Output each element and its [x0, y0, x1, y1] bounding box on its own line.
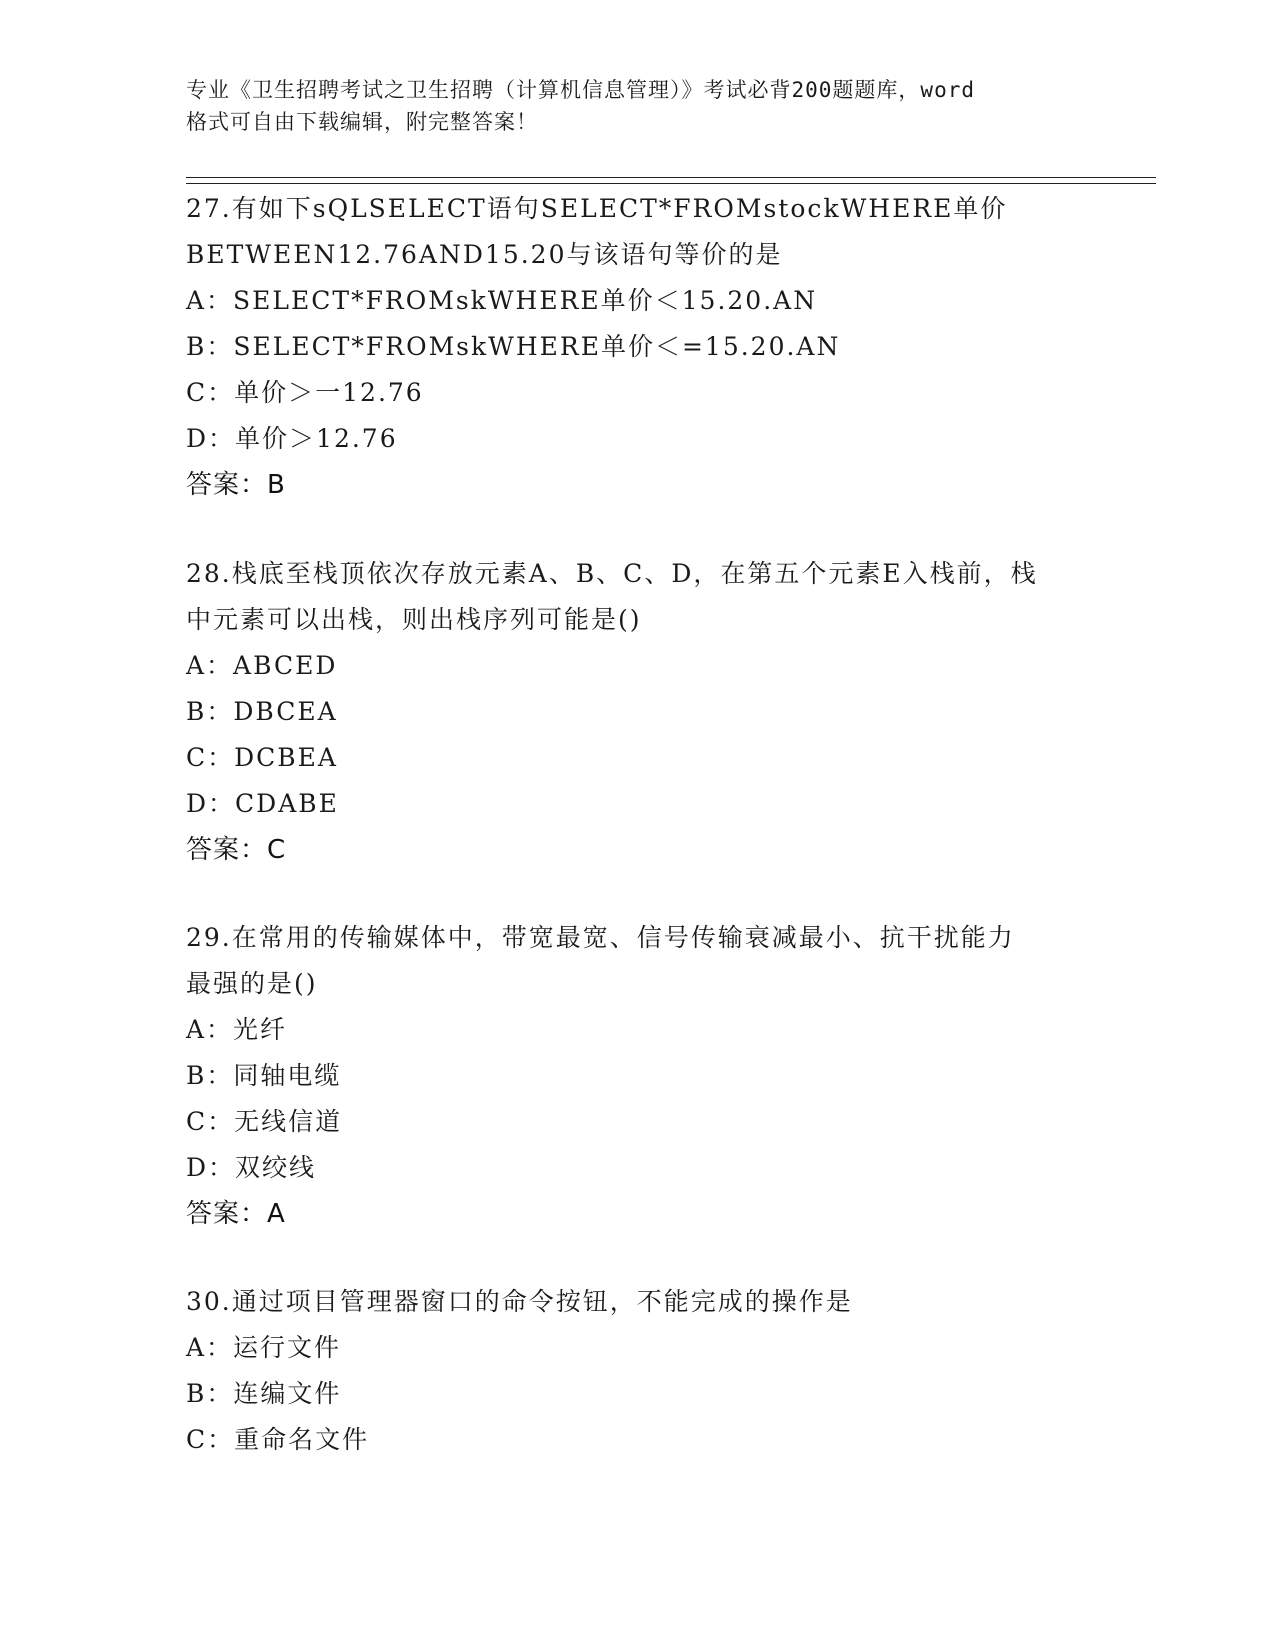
question-stem-line-1: 30.通过项目管理器窗口的命令按钮，不能完成的操作是 — [186, 1287, 853, 1316]
document-header — [186, 74, 1086, 138]
answer-line: 答案：A — [186, 1199, 286, 1229]
question-stem-line-2: 中元素可以出栈，则出栈序列可能是() — [186, 605, 642, 634]
answer-line: 答案：C — [186, 835, 287, 865]
option-c: C：DCBEA — [186, 743, 338, 772]
question-stem-line-2: 最强的是() — [186, 969, 318, 998]
header-divider-top — [186, 177, 1156, 178]
question-27 — [186, 186, 1106, 508]
option-a: A：光纤 — [186, 1015, 288, 1044]
header-line-1: 专业《卫生招聘考试之卫生招聘（计算机信息管理）》考试必背200题题库，word — [186, 78, 975, 102]
option-c: C：无线信道 — [186, 1107, 343, 1136]
option-c: C：单价＞一12.76 — [186, 378, 424, 407]
option-b: B：连编文件 — [186, 1379, 342, 1408]
header-divider-bottom — [186, 183, 1156, 184]
option-d: D：双绞线 — [186, 1153, 317, 1182]
question-28 — [186, 551, 1106, 873]
option-a: A：ABCED — [186, 651, 338, 680]
answer-line: 答案：B — [186, 470, 286, 500]
question-stem-line-2: BETWEEN12.76AND15.20与该语句等价的是 — [186, 240, 783, 269]
question-stem-line-1: 29.在常用的传输媒体中，带宽最宽、信号传输衰减最小、抗干扰能力 — [186, 923, 1015, 952]
option-d: D：CDABE — [186, 789, 339, 818]
option-b: B：SELECT*FROMskWHERE单价＜=15.20.AN — [186, 332, 841, 361]
header-line-2: 格式可自由下载编辑，附完整答案！ — [186, 110, 538, 134]
option-b: B：同轴电缆 — [186, 1061, 342, 1090]
question-29 — [186, 915, 1106, 1237]
question-stem-line-1: 28.栈底至栈顶依次存放元素A、B、C、D，在第五个元素E入栈前，栈 — [186, 559, 1038, 588]
option-d: D：单价＞12.76 — [186, 424, 398, 453]
option-a: A：SELECT*FROMskWHERE单价＜15.20.AN — [186, 286, 818, 315]
question-30 — [186, 1279, 1106, 1463]
option-b: B：DBCEA — [186, 697, 338, 726]
option-c: C：重命名文件 — [186, 1425, 370, 1454]
question-stem-line-1: 27.有如下sQLSELECT语句SELECT*FROMstockWHERE单价 — [186, 194, 1008, 223]
option-a: A：运行文件 — [186, 1333, 342, 1362]
